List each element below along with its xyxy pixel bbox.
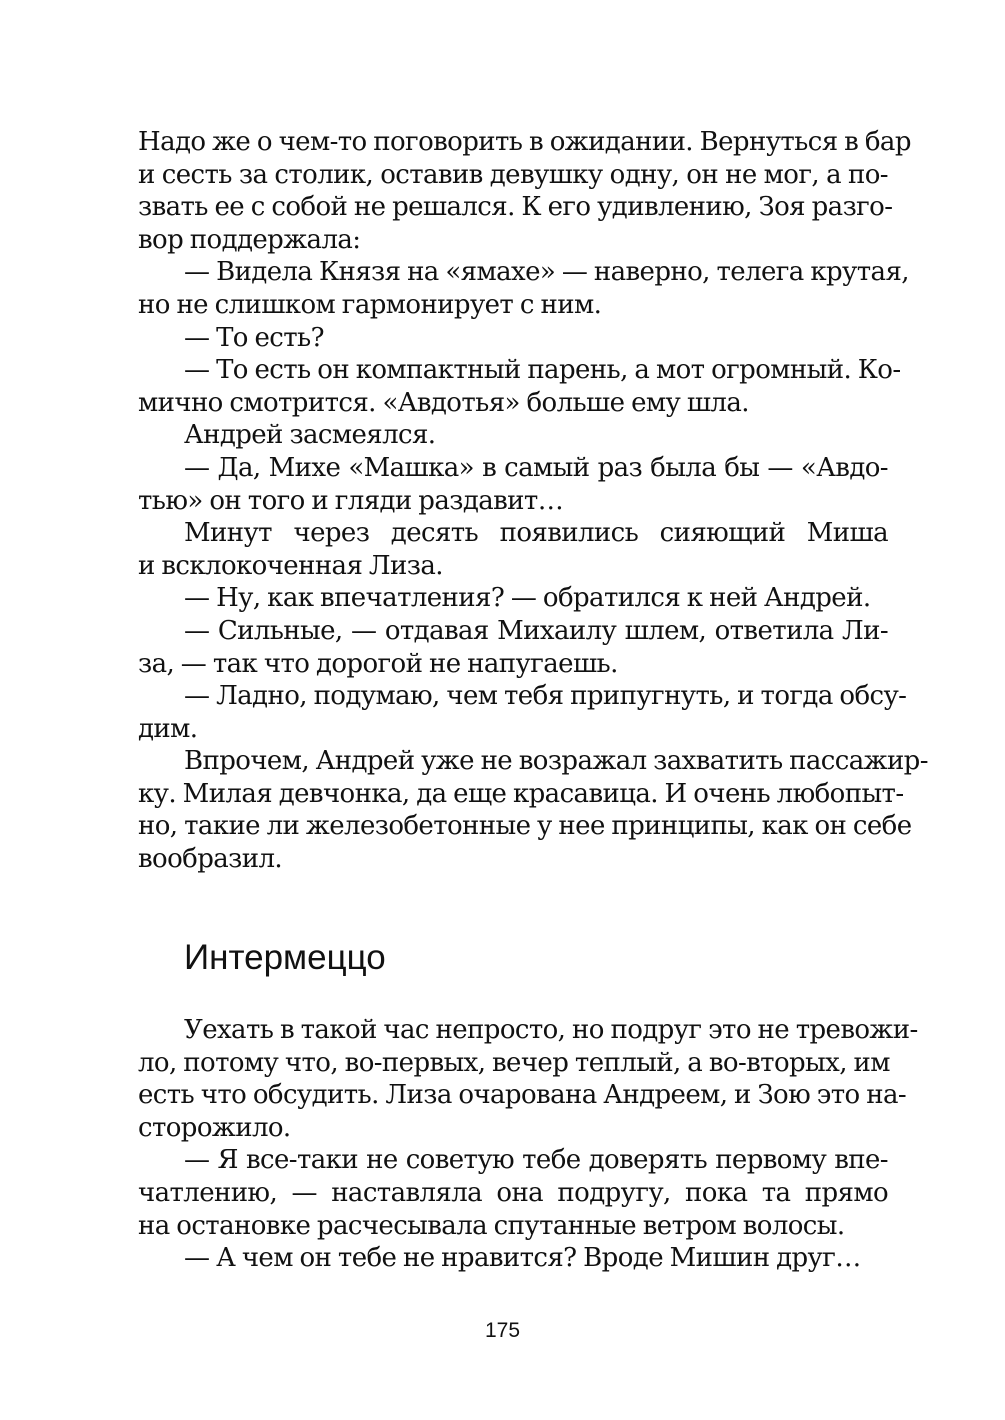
text-line: вообразил. <box>138 844 283 875</box>
text-line: — То есть? <box>184 322 324 353</box>
text-line: — Ладно, подумаю, чем тебя припугнуть, и тогда обсу- <box>184 681 907 712</box>
chapter-text-section <box>138 126 928 876</box>
text-line: чатлению, — наставляла она подругу, пока та прямо <box>138 1177 888 1208</box>
text-line: — Да, Михе «Машка» в самый раз была бы — «Авдо- <box>184 452 888 483</box>
text-line: — Сильные, — отдавая Михаилу шлем, ответила Ли- <box>184 615 888 646</box>
text-line: ку. Милая девчонка, да еще красавица. И очень любопыт- <box>138 778 904 809</box>
text-line: Андрей засмеялся. <box>184 420 436 451</box>
text-line: Надо же о чем-то поговорить в ожидании. Вернуться в бар <box>138 127 911 157</box>
text-line: за, — так что дорогой не напугаешь. <box>138 648 618 679</box>
text-line: Уехать в такой час непросто, но подруг это не тревожи- <box>184 1015 918 1045</box>
text-line: сторожило. <box>138 1112 291 1143</box>
text-line: звать ее с собой не решался. К его удивлению, Зоя разго- <box>138 192 893 223</box>
text-line: на остановке расчесывала спутанные ветром волосы. <box>138 1210 845 1241</box>
text-line: — А чем он тебе не нравится? Вроде Мишин друг… <box>184 1243 861 1274</box>
chapter-text-section <box>138 1014 918 1275</box>
text-line: и сесть за столик, оставив девушку одну, он не мог, а по- <box>138 159 888 190</box>
text-line: — Видела Князя на «ямахе» — наверно, телега крутая, <box>184 257 909 288</box>
text-line: но не слишком гармонирует с ним. <box>138 289 602 320</box>
text-line: и всклокоченная Лиза. <box>138 550 443 581</box>
text-line: Впрочем, Андрей уже не возражал захватить пассажир- <box>184 746 928 777</box>
text-line: — Я все-таки не советую тебе доверять первому впе- <box>184 1145 888 1176</box>
section-heading: Интермеццо <box>184 938 386 977</box>
text-line: ло, потому что, во-первых, вечер теплый, а во-вторых, им <box>138 1047 890 1078</box>
text-line: вор поддержала: <box>138 224 361 255</box>
text-line: дим. <box>138 713 198 744</box>
text-line: мично смотрится. «Авдотья» больше ему шла. <box>138 387 749 418</box>
text-line: — То есть он компактный парень, а мот огромный. Ко- <box>184 355 901 386</box>
text-line: тью» он того и гляди раздавит… <box>138 485 564 516</box>
text-line: — Ну, как впечатления? — обратился к ней Андрей. <box>184 583 871 614</box>
text-line: но, такие ли железобетонные у нее принципы, как он себе <box>138 811 912 842</box>
text-line: есть что обсудить. Лиза очарована Андреем, и Зою это на- <box>138 1080 907 1111</box>
text-line: Минут через десять появились сияющий Миша <box>184 518 888 549</box>
page-number: 175 <box>484 1319 521 1342</box>
